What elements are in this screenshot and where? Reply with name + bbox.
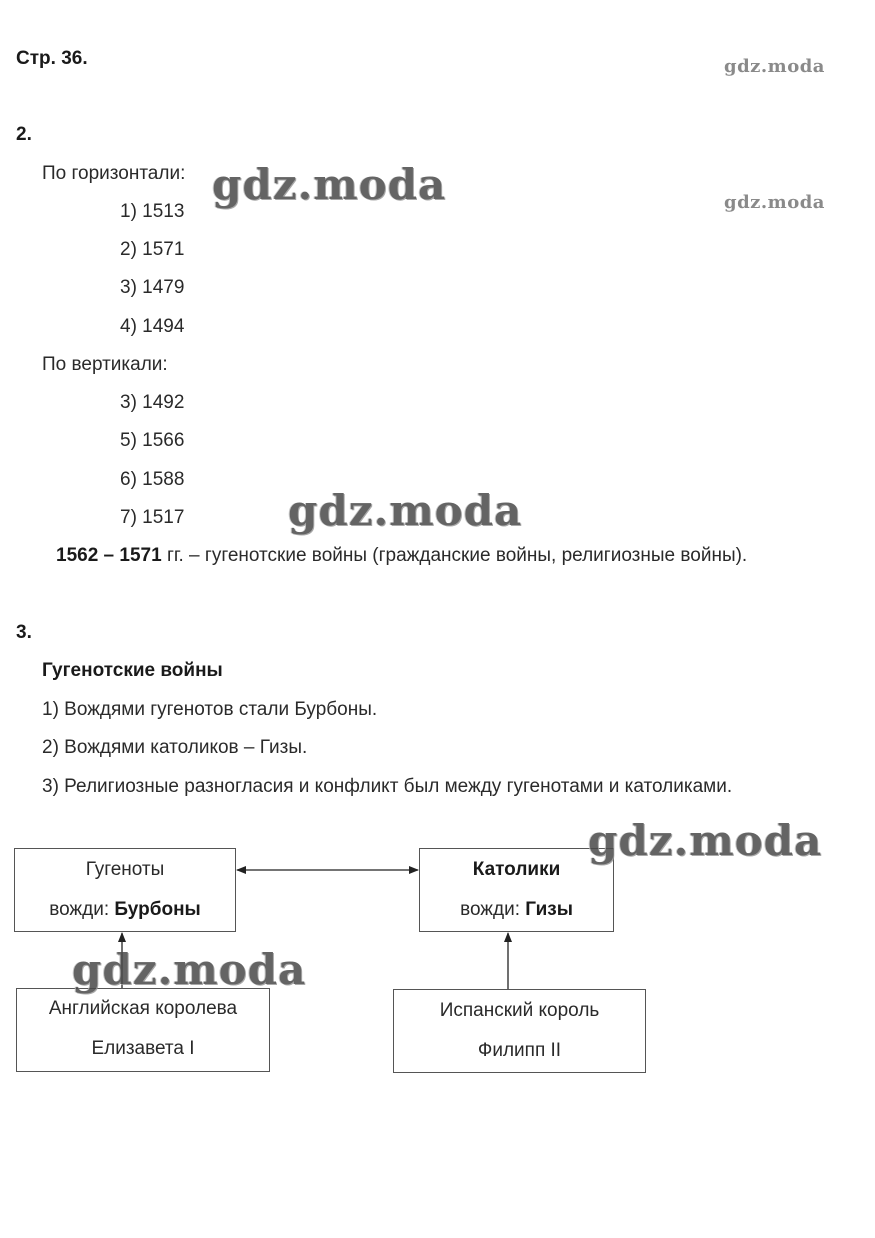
england-line2: Елизавета I <box>91 1038 195 1059</box>
leaders-prefix: вожди: <box>460 899 526 920</box>
catholics-title: Католики <box>472 859 561 880</box>
list-item: 7) 1517 <box>120 507 185 528</box>
england-line1: Английская королева <box>48 998 238 1019</box>
page-label: Стр. 36. <box>16 48 88 69</box>
task-number: 3. <box>16 622 32 643</box>
summary-years: 1562 – 1571 <box>56 545 162 566</box>
list-item: 5) 1566 <box>120 430 185 451</box>
watermark: gdz.moda <box>72 945 307 994</box>
list-item: 2) 1571 <box>120 239 185 260</box>
list-item: 3) Религиозные разногласия и конфликт был между гугенотами и католиками. <box>42 776 733 797</box>
spain-line1: Испанский король <box>439 1000 600 1021</box>
watermark: gdz.moda <box>724 56 825 77</box>
catholics-leaders-line <box>420 890 613 930</box>
watermark: gdz.moda <box>588 816 823 865</box>
list-item: 6) 1588 <box>120 469 185 490</box>
huguenots-box <box>14 848 236 932</box>
huguenots-leaders: Бурбоны <box>114 899 201 920</box>
huguenots-title: Гугеноты <box>85 859 165 880</box>
catholics-leaders: Гизы <box>525 899 573 920</box>
spain-line2: Филипп II <box>477 1040 562 1061</box>
watermark: gdz.moda <box>212 160 447 209</box>
spain-box <box>393 989 646 1073</box>
catholics-box <box>419 848 614 932</box>
summary-text: гг. – гугенотские войны (гражданские войны, религиозные войны). <box>161 545 748 566</box>
list-item: 1) Вождями гугенотов стали Бурбоны. <box>42 699 378 720</box>
list-item: 3) 1479 <box>120 277 185 298</box>
huguenots-leaders-line <box>15 890 235 930</box>
list-item: 4) 1494 <box>120 316 185 337</box>
list-item: 3) 1492 <box>120 392 185 413</box>
watermark: gdz.moda <box>724 192 825 213</box>
list-item: 2) Вождями католиков – Гизы. <box>42 737 308 758</box>
task-number: 2. <box>16 124 32 145</box>
section-title: Гугенотские войны <box>42 660 223 681</box>
england-box <box>16 988 270 1072</box>
leaders-prefix: вожди: <box>49 899 115 920</box>
horizontal-label: По горизонтали: <box>42 163 186 184</box>
vertical-label: По вертикали: <box>42 354 168 375</box>
list-item: 1) 1513 <box>120 201 185 222</box>
watermark: gdz.moda <box>288 486 523 535</box>
